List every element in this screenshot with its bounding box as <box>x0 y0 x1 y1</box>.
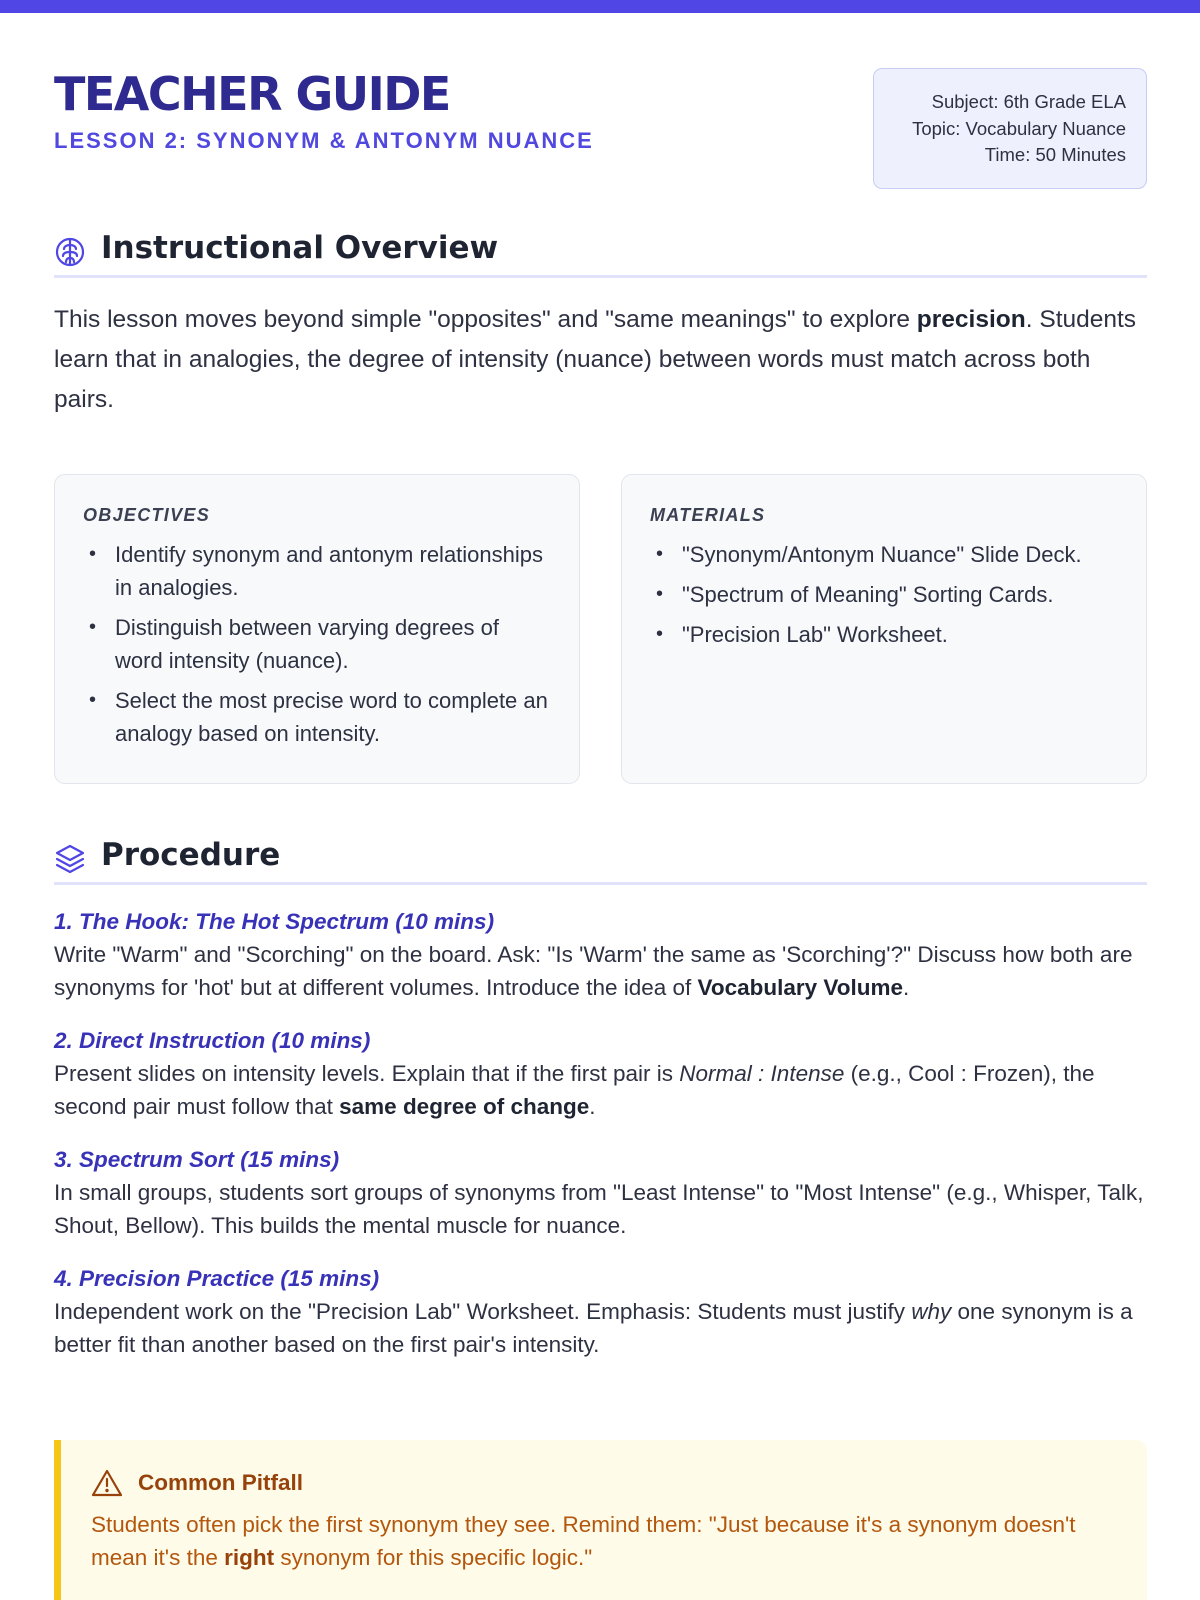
lesson-subtitle: LESSON 2: SYNONYM & ANTONYM NUANCE <box>54 128 594 153</box>
step-title: 3. Spectrum Sort (15 mins) <box>54 1147 340 1172</box>
pitfall-text-part: Students often pick the first synonym they see. Remind them: "Just because it's a synonym doesn't mean it's the <box>91 1512 1076 1570</box>
objectives-list <box>83 538 551 750</box>
list-item: • "Synonym/Antonym Nuance" Slide Deck. <box>650 538 1118 571</box>
step-emphasis: Vocabulary Volume <box>697 975 904 1000</box>
callout-title-row <box>91 1468 1117 1500</box>
step-italic: why <box>911 1299 952 1324</box>
list-item: • "Spectrum of Meaning" Sorting Cards. <box>650 578 1118 611</box>
list-item: • "Precision Lab" Worksheet. <box>650 618 1118 651</box>
overview-text: This lesson moves beyond simple "opposites" and "same meanings" to explore <box>54 306 917 333</box>
pitfall-text-part: synonym for this specific logic." <box>274 1545 593 1570</box>
guide-header <box>54 66 1147 196</box>
common-pitfall-callout <box>54 1440 1147 1600</box>
list-item: • Select the most precise word to complete an analogy based on intensity. <box>83 684 551 750</box>
step-text <box>54 938 1147 1004</box>
top-accent-bar <box>0 0 1200 13</box>
step-emphasis: same degree of change <box>339 1094 590 1119</box>
step-text-part: . <box>589 1094 596 1119</box>
layers-icon <box>54 843 86 875</box>
overview-text-end: . Students learn that in analogies, the degree of intensity (nuance) between words must match across both pairs. <box>54 306 1137 413</box>
list-item: • Identify synonym and antonym relationships in analogies. <box>83 538 551 604</box>
pitfall-emphasis: right <box>224 1545 275 1570</box>
step-title: 4. Precision Practice (15 mins) <box>54 1266 380 1291</box>
materials-card <box>621 474 1147 784</box>
step-text-part: . <box>903 975 910 1000</box>
meta-topic: Topic: Vocabulary Nuance <box>912 117 1126 139</box>
procedure-section-header <box>54 835 1147 885</box>
meta-time: Time: 50 Minutes <box>984 144 1126 165</box>
brain-icon <box>54 236 86 268</box>
step-text-part: Independent work on the "Precision Lab" Worksheet. Emphasis: Students must justify <box>54 1299 912 1324</box>
procedure-steps <box>54 906 1147 1382</box>
procedure-step <box>54 1263 1147 1361</box>
step-title: 1. The Hook: The Hot Spectrum (10 mins) <box>54 909 495 934</box>
list-item: • Distinguish between varying degrees of word intensity (nuance). <box>83 611 551 677</box>
materials-heading: MATERIALS <box>650 505 766 525</box>
pitfall-text <box>91 1508 1117 1574</box>
page-title: TEACHER GUIDE <box>54 67 450 121</box>
procedure-step <box>54 906 1147 1004</box>
objectives-card <box>54 474 580 784</box>
materials-list <box>650 538 1118 651</box>
step-text-part: one synonym is a better fit than another based on the first pair's intensity. <box>54 1299 1133 1357</box>
meta-subject: Subject: 6th Grade ELA <box>931 91 1126 112</box>
step-text-part: (e.g., Cool : Frozen), the second pair must follow that <box>54 1061 1095 1119</box>
step-text-part: Present slides on intensity levels. Explain that if the first pair is <box>54 1061 680 1086</box>
procedure-heading: Procedure <box>101 837 281 873</box>
step-text <box>54 1295 1147 1361</box>
pitfall-heading: Common Pitfall <box>138 1470 304 1495</box>
lesson-meta-box <box>873 68 1147 189</box>
step-text: In small groups, students sort groups of synonyms from "Least Intense" to "Most Intense" (e.g., Whisper, Talk, Shout, Bellow). This builds the mental muscle for nuance. <box>54 1180 1144 1238</box>
procedure-step <box>54 1025 1147 1123</box>
warning-triangle-icon <box>91 1468 123 1498</box>
procedure-step <box>54 1144 1147 1242</box>
overview-section-header <box>54 228 1147 278</box>
overview-heading: Instructional Overview <box>101 230 499 266</box>
step-text <box>54 1057 1147 1123</box>
objectives-heading: OBJECTIVES <box>83 505 211 525</box>
step-italic: Normal : Intense <box>679 1061 845 1086</box>
step-text-part: Write "Warm" and "Scorching" on the board. Ask: "Is 'Warm' the same as 'Scorching'?" Discuss how both are synonyms for 'hot' but at different volumes. Introduce the idea of <box>54 942 1133 1000</box>
overview-paragraph <box>54 300 1147 420</box>
step-title: 2. Direct Instruction (10 mins) <box>54 1028 371 1053</box>
overview-emphasis: precision <box>916 306 1026 333</box>
